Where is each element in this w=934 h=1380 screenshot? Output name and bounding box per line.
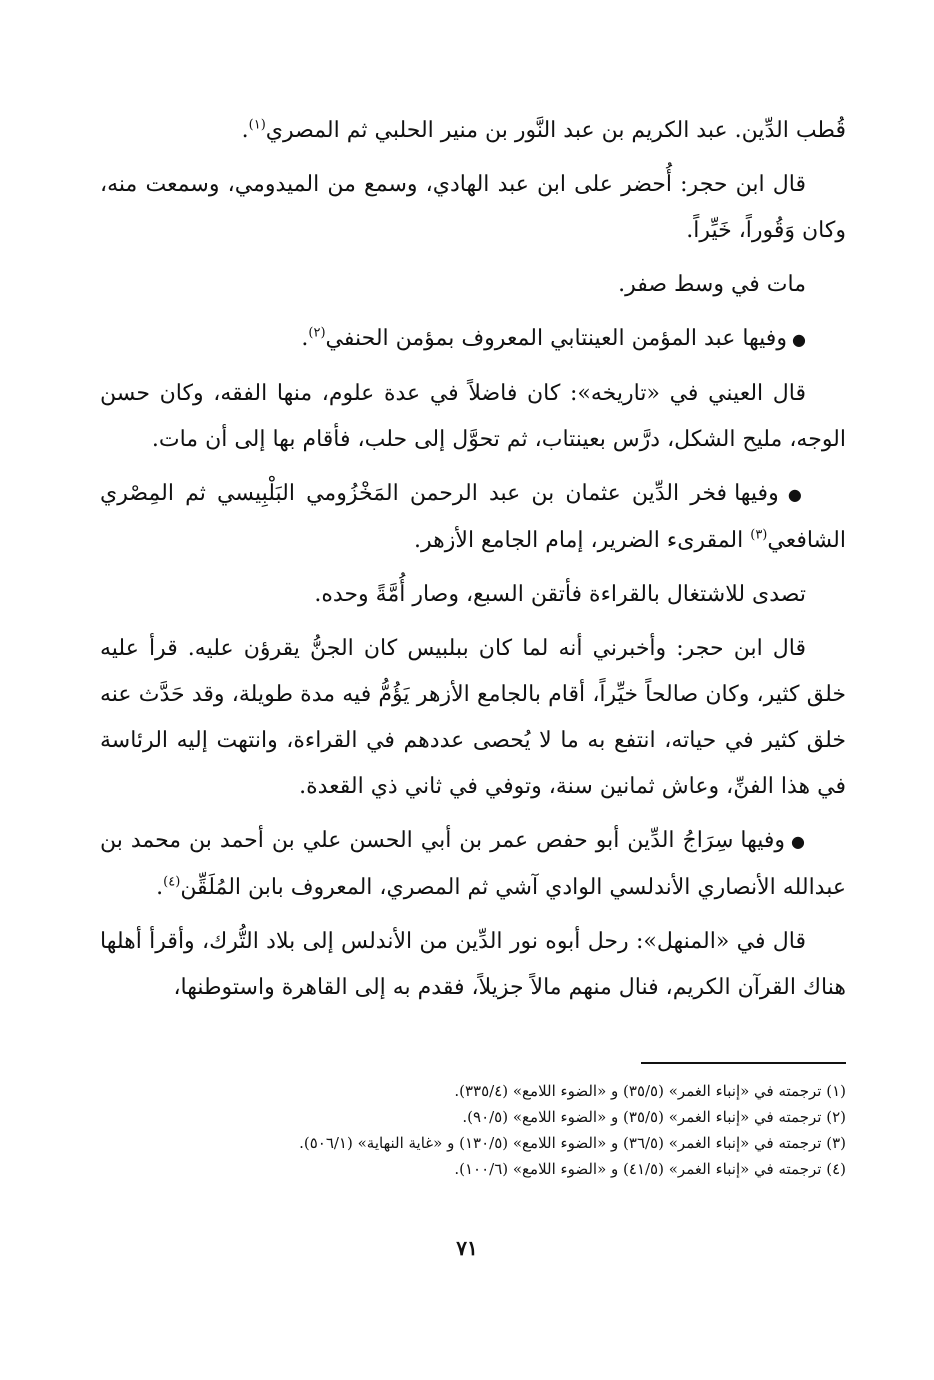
paragraph-text: قُطب الدِّين. عبد الكريم بن عبد النَّور بن منير الحلبي ثم المصري xyxy=(265,118,846,143)
footnote-4: (٤) ترجمته في «إنباء الغمر» (٤١/٥) و «الضوء اللامع» (١٠٠/٦). xyxy=(454,1160,846,1178)
paragraph-siraj-al-din xyxy=(100,818,846,911)
paragraph-qutb-al-din xyxy=(100,108,846,154)
paragraph-al-ayni: قال العيني في «تاريخه»: كان فاضلاً في عدة علوم، منها الفقه، وكان حسن الوجه، مليح الشكل، درَّس بعينتاب، ثم تحوَّل إلى حلب، فأقام بها إلى أن مات. xyxy=(100,381,846,452)
paragraph-text: وفيها فخر الدِّين عثمان بن عبد الرحمن المَخْزُومي البَلْبِيسي ثم المِصْري الشافعي xyxy=(100,481,846,553)
paragraph-text: وفيها سِرَاجُ الدِّين أبو حفص عمر بن أبي الحسن علي بن أحمد بن محمد بن عبدالله الأنصاري الأندلسي الوادي آشي ثم المصري، المعروف بابن المُلَقِّن xyxy=(100,828,846,900)
paragraph-ibn-hajar-1: قال ابن حجر: أُحضر على ابن عبد الهادي، وسمع من الميدومي، وسمعت منه، وكان وَقُوراً، خَيِّراً. xyxy=(100,172,846,243)
paragraph-al-manhal: قال في «المنهل»: رحل أبوه نور الدِّين من الأندلس إلى بلاد التُّرك، وأقرأ أهلها هناك القرآن الكريم، فنال منهم مالاً جزيلاً، فقدم به إلى القاهرة واستوطنها، xyxy=(100,929,846,1000)
footnotes xyxy=(100,1062,846,1182)
paragraph-end: . xyxy=(301,326,309,351)
footnote-marker: (٤) xyxy=(163,874,181,890)
paragraph-ibn-hajar-2: قال ابن حجر: وأخبرني أنه لما كان ببلبيس كان الجنُّ يقرؤن عليه. قرأ عليه خلق كثير، وكان صالحاً خيِّراً، أقام بالجامع الأزهر يَؤُمُّ فيه مدة طويلة، وقد حَدَّث عنه خلق كثير في حياته، انتفع به ما لا يُحصى عددهم في القراءة، وانتهت إليه الرئاسة في هذا الفنِّ، وعاش ثمانين سنة، وتوفي في ثاني ذي القعدة. xyxy=(100,636,846,799)
paragraph-fakhr-al-din xyxy=(100,471,846,564)
paragraph-qiraat: تصدى للاشتغال بالقراءة فأتقن السبع، وصار أُمَّةً وحده. xyxy=(314,582,806,607)
footnote-1: (١) ترجمته في «إنباء الغمر» (٣٥/٥) و «الضوء اللامع» (٣٣٥/٤). xyxy=(454,1082,846,1100)
footnote-marker: (١) xyxy=(248,117,266,133)
footnote-divider xyxy=(641,1062,846,1064)
page-body xyxy=(100,108,846,1019)
paragraph-death-safar: مات في وسط صفر. xyxy=(618,272,806,297)
footnote-marker: (٢) xyxy=(308,325,326,341)
footnote-2: (٢) ترجمته في «إنباء الغمر» (٣٥/٥) و «الضوء اللامع» (٩٠/٥). xyxy=(462,1108,846,1126)
paragraph-end: . xyxy=(156,875,164,900)
paragraph-text: وفيها عبد المؤمن العينتابي المعروف بمؤمن الحنفي xyxy=(325,326,787,351)
footnote-marker: (٣) xyxy=(750,527,768,543)
paragraph-abd-al-mumin xyxy=(100,316,846,363)
footnote-3: (٣) ترجمته في «إنباء الغمر» (٣٦/٥) و «الضوء اللامع» (١٣٠/٥) و «غاية النهاية» (٥٠٦/١). xyxy=(299,1134,846,1152)
paragraph-end: . xyxy=(241,118,249,143)
paragraph-text: المقرىء الضرير، إمام الجامع الأزهر. xyxy=(414,528,744,553)
page-number: ٧١ xyxy=(456,1236,478,1260)
